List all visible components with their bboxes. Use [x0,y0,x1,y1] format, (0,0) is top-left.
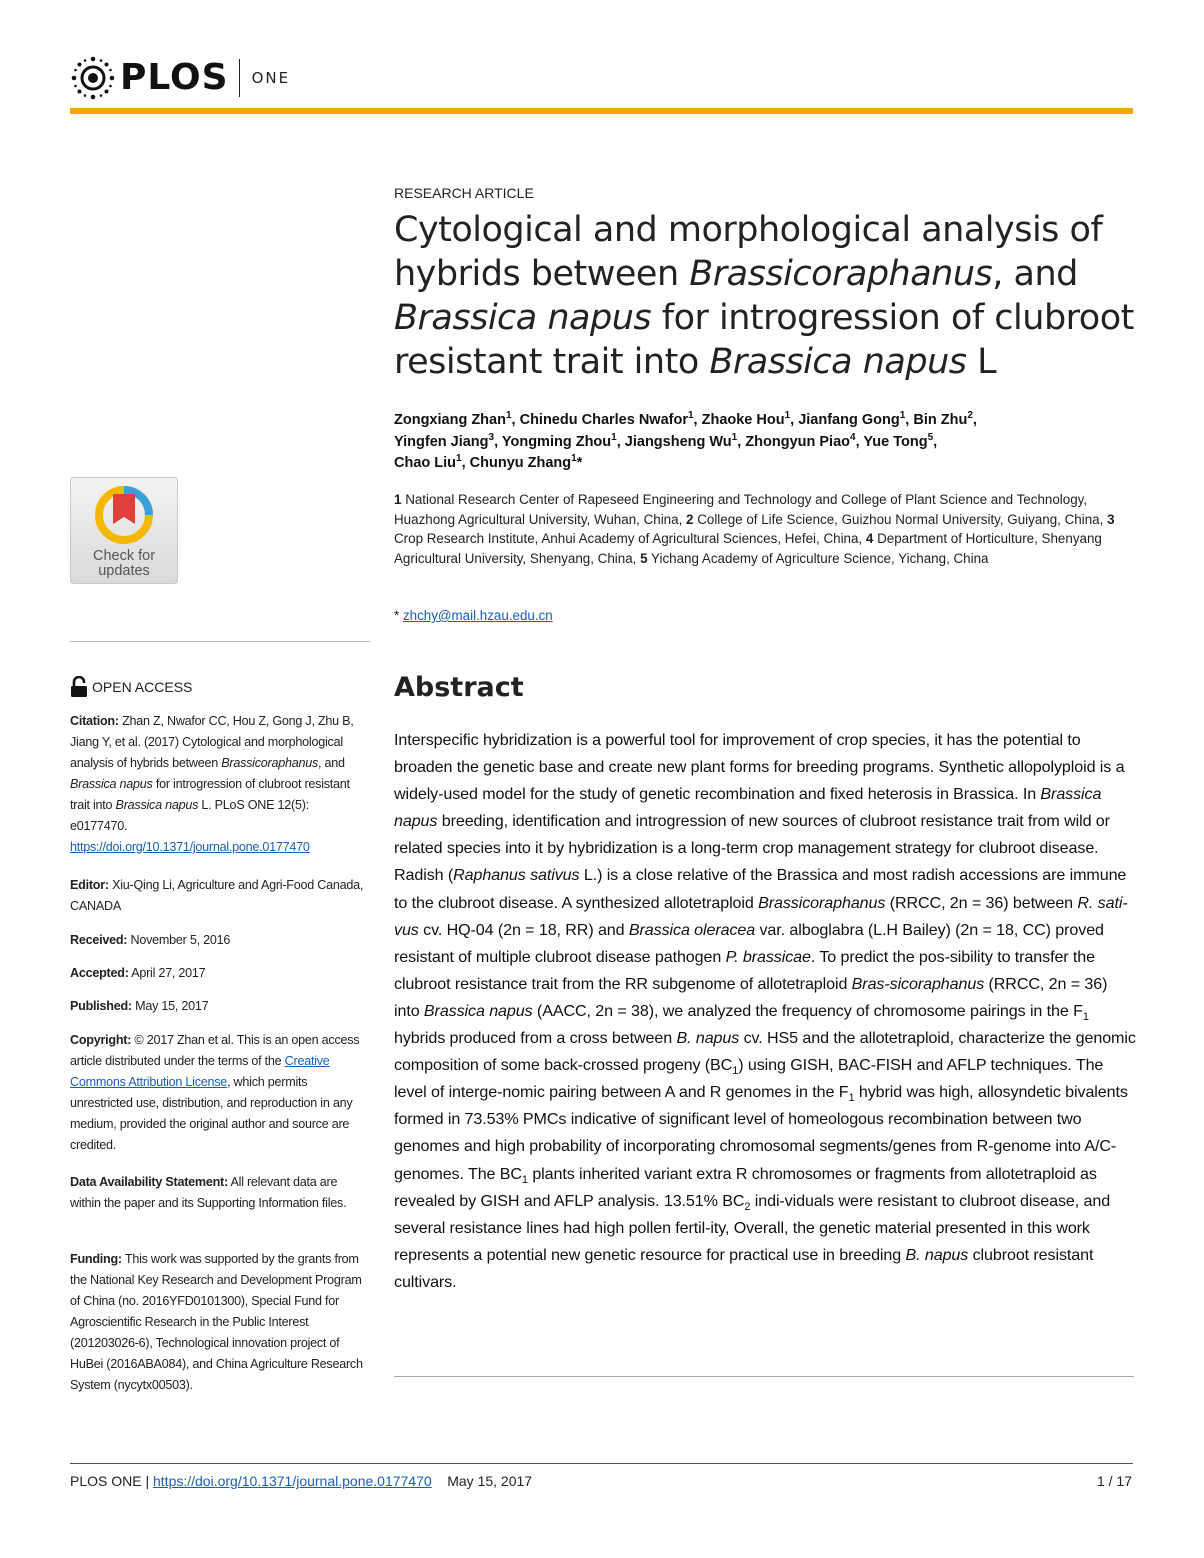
logo-divider [239,59,240,97]
sidebar-divider [70,641,370,642]
author[interactable]: Chao Liu$^1$ [394,453,462,471]
author[interactable]: Jianfang Gong$^1$ [798,410,906,428]
copyright-block: Copyright: © 2017 Zhan et al. This is an open access article distributed under the terms of the Creative Commons Attribution License, which permits unrestricted use, distribution, and reproduction in any medium, provided the original author and source are credited. [70,1033,360,1152]
accepted-date: Accepted: April 27, 2017 [70,966,206,980]
citation-block: Citation: Zhan Z, Nwafor CC, Hou Z, Gong J, Zhu B, Jiang Y, et al. (2017) Cytological and morphological analysis of hybrids between Brassicoraphanus, and Brassica napus for introgression of clubroot resistant trait into Brassica napus L. PLoS ONE 12(5): e0177470. https://doi.org/10.1371/journal.pone.0177470 [70,714,354,854]
corresponding-email-link[interactable]: zhchy@mail.hzau.edu.cn [402,608,553,623]
author[interactable]: Zongxiang Zhan$^1$ [394,410,512,428]
author[interactable]: Chunyu Zhang$^1$ [469,453,577,471]
received-date: Received: November 5, 2016 [70,933,231,947]
abstract-heading: Abstract [394,672,524,703]
page-footer: PLOS ONE | https://doi.org/10.1371/journal.pone.0177470 May 15, 2017 [70,1473,533,1489]
plos-wordmark: PLOS [120,57,229,98]
data-availability-block: Data Availability Statement: All relevant data are within the paper and its Supporting Information files. [70,1175,347,1210]
crossmark-icon [93,484,155,546]
author[interactable]: Yongming Zhou$^1$ [501,431,617,450]
footer-date: May 15, 2017 [447,1473,533,1489]
open-access-label: OPEN ACCESS [70,676,192,698]
cc-license-link[interactable]: Creative Commons Attribution License [70,1054,330,1089]
citation-doi-link[interactable]: https://doi.org/10.1371/journal.pone.0177470 [70,840,310,854]
corresponding-author: * zhchy@mail.hzau.edu.cn [394,608,553,623]
author[interactable]: Zhaoke Hou$^1$ [701,410,791,428]
footer-rule [70,1463,1133,1464]
check-for-updates-button[interactable] [70,477,178,584]
page-number: 1 / 17 [1096,1473,1132,1489]
header-accent-rule [70,108,1133,114]
author[interactable]: Jiangsheng Wu$^1$ [624,431,738,450]
journal-name: ONE [251,69,291,87]
author[interactable]: Chinedu Charles Nwafor$^1$ [519,410,694,428]
abstract-divider [394,1376,1134,1377]
open-lock-icon [70,676,88,698]
author[interactable]: Yue Tong$^5$ [863,431,934,450]
author[interactable]: Yingfen Jiang$^3$ [394,431,495,450]
affiliations: 1 National Research Center of Rapeseed Engineering and Technology and College of Plant Science and Technology, Huazhong Agricultural University, Wuhan, China, 2 College of Life Science, Guizhou Normal University, Guiyang, China, 3 Crop Research Institute, Anhui Academy of Agricultural Sciences, Hefei, China, 4 Department of Horticulture, Shenyang Agricultural University, Shenyang, China, 5 Yichang Academy of Agriculture Science, Yichang, China [394,492,1115,566]
check-for-updates-label: Check for updates [92,548,156,579]
published-date: Published: May 15, 2017 [70,999,209,1013]
author-list: Zongxiang Zhan$^1$, Chinedu Charles Nwafor$^1$, Zhaoke Hou$^1$, Jianfang Gong$^1$, Bin Zhu$^2$, Yingfen Jiang$^3$, Yongming Zhou$^1$, Jiangsheng Wu$^1$, Zhongyun Piao$^4$, Yue Tong$^5$, Chao Liu$^1$, Chunyu Zhang$^1$* [394,410,977,471]
article-type: RESEARCH ARTICLE [394,185,534,201]
footer-doi-link[interactable]: https://doi.org/10.1371/journal.pone.0177470 [153,1473,432,1489]
article-title: Cytological and morphological analysis of hybrids between Brassicoraphanus, and Brassica napus for introgression of clubroot resistant trait into Brassica napus L [394,210,1134,382]
abstract-text: Interspecific hybridization is a powerful tool for improvement of crop species, it has the potential to broaden the genetic base and create new plant forms for breeding programs. Synthetic allopolyploid is a widely-used model for the study of genetic recombination and fixed heterosis in Brassica. In Brassica napus breeding, identification and introgression of new sources of clubroot resistance trait from wild or related species into it by hybridization is a long-term crop management strategy for clubroot disease. Radish (Raphanus sativus L.) is a close relative of the Brassica and most radish accessions are immune to the clubroot disease. A synthesized allotetraploid Brassicoraphanus (RRCC, 2n = 36) between R. sati-vus cv. HQ-04 (2n = 18, RR) and Brassica oleracea var. alboglabra (L.H Bailey) (2n = 18, CC) proved resistant of multiple clubroot disease pathogen P. brassicae. To predict the pos-sibility to transfer the clubroot resistance trait from the RR subgenome of allotetraploid Bras-sicoraphanus (RRCC, 2n = 36) into Brassica napus (AACC, 2n = 38), we analyzed the frequency of chromosome pairings in the $F_1$ hybrids produced from a cross between B. napus cv. HS5 and the allotetraploid, characterize the genomic composition of some back-crossed progeny $(BC_1)$ using GISH, BAC-FISH and AFLP techniques. The level of interge-nomic pairing between A and R genomes in the $F_1$ hybrid was high, allosyndetic bivalents formed in 73.53% PMCs indicative of significant level of homeologous recombination between two genomes and high probability of incorporating chromosomal segments/genes from R-genome into A/C-genomes. The $BC_1$ plants inherited variant extra R chromosomes or fragments from allotetraploid as revealed by GISH and AFLP analysis. 13.51% $BC_2$ indi-viduals were resistant to clubroot disease, and several resistance lines had high pollen fertil-ity, Overall, the genetic material presented in this work represents a potential new genetic resource for practical use in breeding B. napus clubroot resistant cultivars. [394,731,1136,1291]
plos-masthead [70,55,290,101]
editor-block: Editor: Xiu-Qing Li, Agriculture and Agri-Food Canada, CANADA [70,878,364,913]
plos-logo-icon [70,55,116,101]
funding-block: Funding: This work was supported by the grants from the National Key Research and Development Program of China (no. 2016YFD0101300), Special Fund for Agroscientific Research in the Public Interest (201203026-6), Technological innovation project of HuBei (2016ABA084), and China Agriculture Research System (nycytx00503). [70,1252,363,1392]
author[interactable]: Bin Zhu$^2$ [913,410,973,428]
author[interactable]: Zhongyun Piao$^4$ [745,431,856,450]
